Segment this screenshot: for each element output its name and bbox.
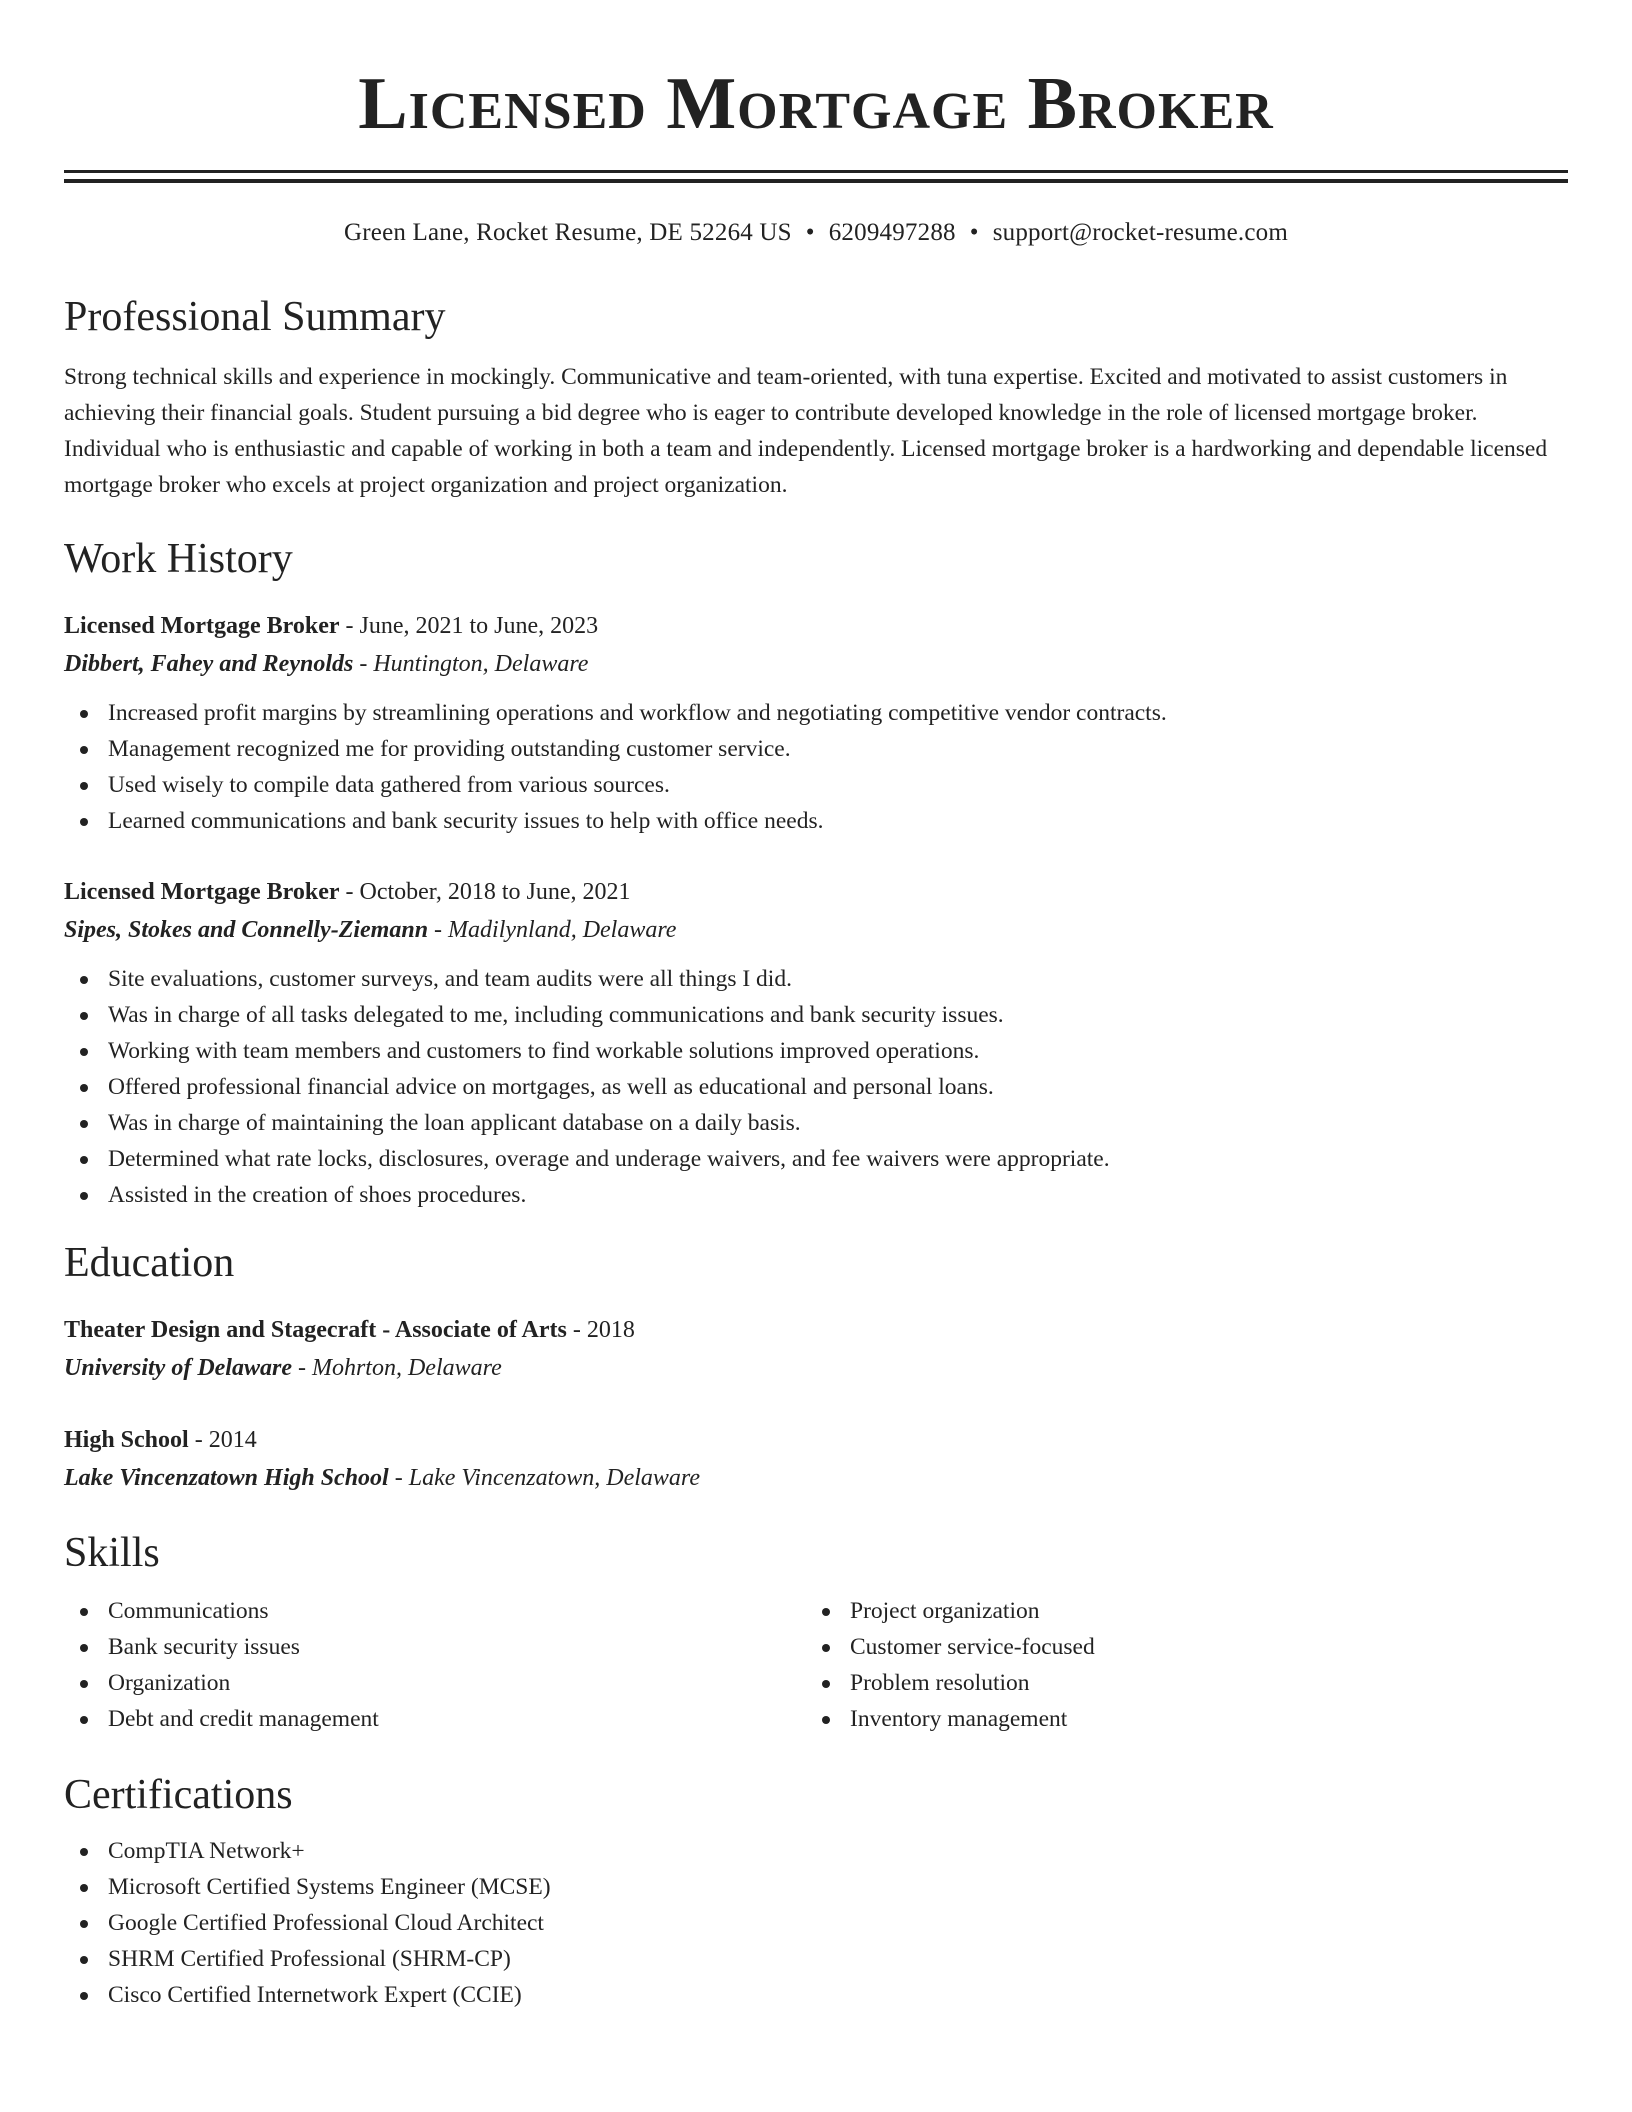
- job-location: - Huntington, Delaware: [353, 651, 589, 677]
- school-location: - Mohrton, Delaware: [291, 1355, 502, 1381]
- school-name: Lake Vincenzatown High School: [64, 1465, 389, 1491]
- list-item: Microsoft Certified Systems Engineer (MCSE): [64, 1869, 1568, 1905]
- job-role: Licensed Mortgage Broker: [64, 879, 340, 905]
- list-item: Customer service-focused: [806, 1629, 1548, 1665]
- job-duties-list: [64, 961, 1568, 1213]
- skills-section: [64, 1527, 1568, 1737]
- job-employer: Sipes, Stokes and Connelly-Ziemann: [64, 917, 429, 943]
- list-item: Offered professional financial advice on mortgages, as well as educational and personal loans.: [64, 1069, 1568, 1105]
- list-item: Working with team members and customers to find workable solutions improved operations.: [64, 1033, 1568, 1069]
- skills-column-left: [64, 1593, 806, 1737]
- list-item: Bank security issues: [64, 1629, 806, 1665]
- list-item: Cisco Certified Internetwork Expert (CCIE): [64, 1977, 1568, 2013]
- school-line: [64, 1349, 1568, 1387]
- contact-email: support@rocket-resume.com: [992, 219, 1288, 246]
- summary-text: Strong technical skills and experience in mockingly. Communicative and team-oriented, with tuna expertise. Excited and motivated to assist customers in achieving their financial goals. Student pursuing a bid degree who is eager to contribute developed knowledge in the role of licensed mortgage broker. Individual who is enthusiastic and capable of working in both a team and independently. Licensed mortgage broker is a hardworking and dependable licensed mortgage broker who excels at project organization and project organization.: [64, 364, 1548, 498]
- job-dates: - June, 2021 to June, 2023: [339, 613, 599, 639]
- job-employer: Dibbert, Fahey and Reynolds: [64, 651, 354, 677]
- skills-heading: Skills: [64, 1530, 160, 1576]
- job-dates: - October, 2018 to June, 2021: [339, 879, 631, 905]
- list-item: Debt and credit management: [64, 1701, 806, 1737]
- degree-year: - 2014: [188, 1427, 257, 1453]
- resume-name: Licensed Mortgage Broker: [358, 63, 1274, 145]
- list-item: Determined what rate locks, disclosures, overage and underage waivers, and fee waivers were appropriate.: [64, 1141, 1568, 1177]
- degree-name: High School: [64, 1427, 189, 1453]
- job-title-line: [64, 607, 1568, 645]
- work-history-section: [64, 533, 1568, 1213]
- job-role: Licensed Mortgage Broker: [64, 613, 340, 639]
- job-duties-list: [64, 695, 1568, 839]
- contact-separator: •: [805, 219, 815, 246]
- list-item: Used wisely to compile data gathered from various sources.: [64, 767, 1568, 803]
- job-employer-line: [64, 911, 1568, 949]
- resume-header: [64, 0, 1568, 249]
- list-item: Inventory management: [806, 1701, 1548, 1737]
- contact-separator: •: [969, 219, 979, 246]
- contact-phone: 6209497288: [828, 219, 956, 246]
- degree-line: [64, 1421, 1568, 1459]
- contact-address: Green Lane, Rocket Resume, DE 52264 US: [344, 219, 792, 246]
- job-employer-line: [64, 645, 1568, 683]
- list-item: Organization: [64, 1665, 806, 1701]
- school-name: University of Delaware: [64, 1355, 292, 1381]
- list-item: Project organization: [806, 1593, 1548, 1629]
- skills-list: [806, 1593, 1548, 1737]
- job-entry: [64, 607, 1568, 839]
- list-item: Was in charge of all tasks delegated to me, including communications and bank security issues.: [64, 997, 1568, 1033]
- job-location: - Madilynland, Delaware: [428, 917, 677, 943]
- education-heading: Education: [64, 1240, 235, 1286]
- summary-section: [64, 291, 1568, 503]
- degree-line: [64, 1311, 1568, 1349]
- skills-list: [64, 1593, 806, 1737]
- school-line: [64, 1459, 1568, 1497]
- list-item: Google Certified Professional Cloud Architect: [64, 1905, 1568, 1941]
- certifications-list: [64, 1833, 1568, 2013]
- education-section: [64, 1237, 1568, 1497]
- skills-columns: [64, 1593, 1568, 1737]
- list-item: Increased profit margins by streamlining operations and workflow and negotiating competitive vendor contracts.: [64, 695, 1568, 731]
- job-entry: [64, 873, 1568, 1213]
- certifications-section: [64, 1769, 1568, 2013]
- list-item: SHRM Certified Professional (SHRM-CP): [64, 1941, 1568, 1977]
- skills-column-right: [806, 1593, 1548, 1737]
- school-location: - Lake Vincenzatown, Delaware: [388, 1465, 701, 1491]
- header-divider: [64, 170, 1568, 183]
- job-title-line: [64, 873, 1568, 911]
- list-item: CompTIA Network+: [64, 1833, 1568, 1869]
- degree-year: - 2018: [566, 1317, 635, 1343]
- certifications-heading: Certifications: [64, 1772, 293, 1818]
- list-item: Problem resolution: [806, 1665, 1548, 1701]
- summary-heading: Professional Summary: [64, 294, 446, 340]
- contact-line: [64, 217, 1568, 249]
- list-item: Site evaluations, customer surveys, and team audits were all things I did.: [64, 961, 1568, 997]
- education-entry: [64, 1421, 1568, 1497]
- list-item: Management recognized me for providing outstanding customer service.: [64, 731, 1568, 767]
- list-item: Learned communications and bank security issues to help with office needs.: [64, 803, 1568, 839]
- degree-name: Theater Design and Stagecraft - Associate of Arts: [64, 1317, 567, 1343]
- work-history-heading: Work History: [64, 536, 293, 582]
- education-entry: [64, 1311, 1568, 1387]
- list-item: Assisted in the creation of shoes procedures.: [64, 1177, 1568, 1213]
- list-item: Communications: [64, 1593, 806, 1629]
- list-item: Was in charge of maintaining the loan applicant database on a daily basis.: [64, 1105, 1568, 1141]
